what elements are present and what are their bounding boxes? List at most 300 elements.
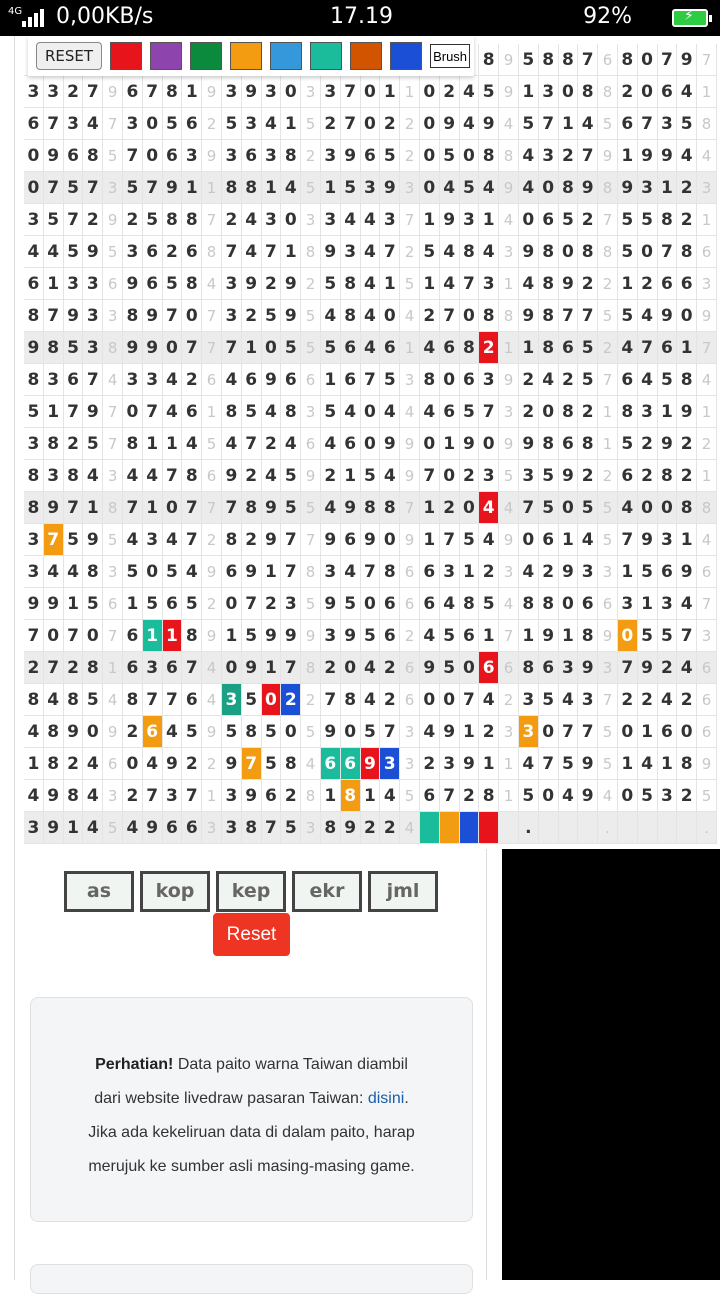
grid-cell[interactable]: 8	[578, 236, 598, 268]
grid-cell[interactable]: 9	[499, 364, 519, 396]
grid-cell[interactable]: 6	[539, 652, 559, 684]
grid-cell[interactable]: 1	[519, 76, 539, 108]
grid-cell[interactable]: 8	[182, 460, 202, 492]
grid-cell[interactable]: 5	[479, 76, 499, 108]
grid-cell[interactable]: 4	[499, 108, 519, 140]
grid-cell[interactable]: 1	[420, 268, 440, 300]
grid-cell[interactable]: 3	[658, 588, 678, 620]
grid-cell[interactable]: 8	[24, 460, 44, 492]
grid-cell[interactable]: 0	[123, 396, 143, 428]
grid-cell[interactable]: 5	[559, 204, 579, 236]
grid-cell[interactable]: 4	[262, 460, 282, 492]
grid-cell[interactable]: 8	[163, 76, 183, 108]
grid-cell[interactable]: 4	[539, 364, 559, 396]
grid-cell[interactable]: 4	[519, 268, 539, 300]
grid-cell[interactable]: 9	[499, 524, 519, 556]
grid-cell[interactable]: 4	[578, 108, 598, 140]
grid-cell[interactable]: 3	[301, 812, 321, 844]
grid-cell[interactable]: 7	[677, 620, 697, 652]
grid-cell[interactable]: 9	[559, 268, 579, 300]
grid-cell[interactable]: 2	[202, 588, 222, 620]
grid-cell[interactable]: 8	[83, 556, 103, 588]
grid-cell[interactable]: 3	[24, 812, 44, 844]
grid-cell[interactable]: 6	[242, 364, 262, 396]
grid-cell[interactable]: 2	[242, 524, 262, 556]
grid-cell[interactable]: 6	[598, 44, 618, 76]
grid-cell[interactable]: 2	[499, 684, 519, 716]
grid-cell[interactable]: 7	[143, 172, 163, 204]
grid-cell[interactable]: 7	[83, 172, 103, 204]
grid-cell[interactable]: 1	[638, 716, 658, 748]
grid-cell[interactable]: 7	[341, 76, 361, 108]
grid-cell[interactable]: 1	[559, 524, 579, 556]
grid-cell[interactable]: 1	[341, 460, 361, 492]
grid-cell[interactable]: 5	[262, 716, 282, 748]
grid-cell[interactable]: 2	[123, 780, 143, 812]
grid-cell[interactable]: 3	[479, 364, 499, 396]
grid-cell[interactable]: 7	[658, 44, 678, 76]
grid-cell[interactable]: 4	[638, 364, 658, 396]
grid-cell[interactable]: 6	[499, 652, 519, 684]
grid-cell[interactable]: 7	[361, 556, 381, 588]
grid-cell[interactable]: 4	[400, 300, 420, 332]
grid-cell[interactable]: 4	[460, 108, 480, 140]
grid-cell[interactable]: 4	[222, 364, 242, 396]
grid-cell[interactable]: 4	[460, 76, 480, 108]
grid-cell[interactable]: 4	[202, 652, 222, 684]
grid-cell[interactable]: 0	[519, 204, 539, 236]
grid-cell[interactable]: 2	[301, 684, 321, 716]
grid-cell[interactable]: 6	[163, 588, 183, 620]
grid-cell[interactable]: 3	[321, 140, 341, 172]
grid-cell[interactable]: 5	[103, 140, 123, 172]
grid-cell[interactable]: 2	[64, 76, 84, 108]
grid-cell[interactable]: 0	[281, 76, 301, 108]
grid-cell[interactable]: 6	[400, 556, 420, 588]
grid-cell[interactable]: 7	[578, 44, 598, 76]
kop-button[interactable]: kop	[140, 871, 210, 912]
grid-cell[interactable]: 8	[519, 652, 539, 684]
grid-cell[interactable]: 4	[163, 524, 183, 556]
grid-cell[interactable]: 6	[202, 364, 222, 396]
grid-cell[interactable]: 4	[44, 556, 64, 588]
grid-cell[interactable]: 7	[262, 236, 282, 268]
grid-cell[interactable]: 5	[361, 620, 381, 652]
grid-cell[interactable]	[479, 812, 499, 844]
grid-cell[interactable]: 5	[163, 108, 183, 140]
grid-cell[interactable]: 3	[242, 108, 262, 140]
grid-cell[interactable]: 3	[44, 76, 64, 108]
grid-cell[interactable]: 0	[559, 76, 579, 108]
grid-cell[interactable]: 4	[321, 492, 341, 524]
grid-cell[interactable]: 8	[598, 236, 618, 268]
grid-cell[interactable]: 9	[440, 716, 460, 748]
grid-cell[interactable]: 9	[578, 652, 598, 684]
grid-cell[interactable]: 6	[420, 780, 440, 812]
grid-cell[interactable]: 3	[103, 300, 123, 332]
grid-cell[interactable]: 0	[83, 716, 103, 748]
grid-cell[interactable]: 1	[460, 716, 480, 748]
grid-cell[interactable]: 8	[677, 236, 697, 268]
grid-cell[interactable]: 4	[24, 780, 44, 812]
grid-cell[interactable]: 4	[618, 332, 638, 364]
grid-cell[interactable]: 8	[301, 236, 321, 268]
grid-cell[interactable]: 3	[222, 140, 242, 172]
grid-cell[interactable]: 1	[281, 108, 301, 140]
grid-cell[interactable]: 9	[262, 364, 282, 396]
grid-cell[interactable]: 7	[163, 460, 183, 492]
grid-cell[interactable]: 4	[341, 556, 361, 588]
grid-cell[interactable]: 0	[519, 524, 539, 556]
grid-cell[interactable]: 7	[44, 524, 64, 556]
grid-cell[interactable]: 8	[222, 172, 242, 204]
grid-cell[interactable]: 3	[499, 236, 519, 268]
grid-cell[interactable]: 0	[460, 140, 480, 172]
grid-cell[interactable]: 7	[44, 300, 64, 332]
grid-cell[interactable]: 1	[64, 588, 84, 620]
grid-cell[interactable]: 5	[83, 588, 103, 620]
grid-cell[interactable]: 4	[83, 780, 103, 812]
grid-cell[interactable]: 7	[103, 108, 123, 140]
grid-cell[interactable]: 3	[123, 236, 143, 268]
grid-cell[interactable]: 4	[479, 492, 499, 524]
grid-cell[interactable]: 9	[321, 524, 341, 556]
grid-cell[interactable]: 3	[83, 300, 103, 332]
grid-cell[interactable]: 0	[420, 76, 440, 108]
grid-cell[interactable]: 9	[321, 588, 341, 620]
grid-cell[interactable]: 1	[479, 620, 499, 652]
grid-cell[interactable]: 5	[123, 556, 143, 588]
grid-cell[interactable]: 3	[222, 76, 242, 108]
grid-cell[interactable]: 1	[519, 620, 539, 652]
grid-cell[interactable]: 3	[559, 652, 579, 684]
grid-cell[interactable]: 0	[479, 428, 499, 460]
grid-cell[interactable]: 9	[202, 140, 222, 172]
grid-cell[interactable]: 4	[519, 748, 539, 780]
grid-cell[interactable]: 1	[519, 332, 539, 364]
grid-cell[interactable]: 1	[420, 204, 440, 236]
grid-cell[interactable]: 9	[400, 460, 420, 492]
grid-cell[interactable]: 1	[697, 204, 717, 236]
grid-cell[interactable]: 5	[321, 268, 341, 300]
grid-cell[interactable]: 4	[618, 492, 638, 524]
grid-cell[interactable]: 4	[262, 108, 282, 140]
grid-cell[interactable]: 5	[598, 492, 618, 524]
grid-cell[interactable]: 1	[400, 332, 420, 364]
grid-cell[interactable]: 3	[103, 780, 123, 812]
grid-cell[interactable]: 9	[380, 428, 400, 460]
grid-cell[interactable]: 2	[400, 236, 420, 268]
grid-cell[interactable]: 7	[440, 780, 460, 812]
grid-cell[interactable]: 5	[499, 460, 519, 492]
as-button[interactable]: as	[64, 871, 134, 912]
grid-cell[interactable]: 4	[440, 236, 460, 268]
grid-cell[interactable]: 3	[103, 172, 123, 204]
grid-cell[interactable]: 9	[440, 204, 460, 236]
grid-cell[interactable]: 9	[618, 172, 638, 204]
grid-cell[interactable]: 6	[460, 620, 480, 652]
grid-cell[interactable]: 4	[222, 428, 242, 460]
grid-cell[interactable]: 0	[440, 364, 460, 396]
grid-cell[interactable]: 2	[578, 204, 598, 236]
grid-cell[interactable]: 5	[281, 492, 301, 524]
grid-cell[interactable]: 4	[638, 748, 658, 780]
grid-cell[interactable]: 5	[222, 108, 242, 140]
grid-cell[interactable]: 7	[202, 492, 222, 524]
grid-cell[interactable]: 5	[618, 300, 638, 332]
source-link[interactable]: disini	[367, 1090, 405, 1107]
grid-cell[interactable]: 4	[44, 236, 64, 268]
grid-cell[interactable]: 7	[460, 268, 480, 300]
grid-cell[interactable]: 2	[638, 268, 658, 300]
grid-cell[interactable]: 5	[578, 332, 598, 364]
grid-cell[interactable]: 6	[697, 556, 717, 588]
grid-cell[interactable]: 6	[182, 108, 202, 140]
grid-cell[interactable]: 1	[638, 588, 658, 620]
grid-cell[interactable]: 1	[163, 620, 183, 652]
grid-cell[interactable]	[559, 812, 579, 844]
grid-cell[interactable]: 1	[103, 652, 123, 684]
grid-cell[interactable]: 3	[361, 172, 381, 204]
grid-cell[interactable]: 2	[380, 684, 400, 716]
grid-cell[interactable]: 5	[143, 204, 163, 236]
grid-cell[interactable]: 4	[440, 588, 460, 620]
grid-cell[interactable]: 2	[380, 108, 400, 140]
grid-cell[interactable]: 1	[281, 236, 301, 268]
grid-cell[interactable]: 0	[44, 620, 64, 652]
grid-cell[interactable]: 2	[440, 492, 460, 524]
grid-cell[interactable]: 3	[222, 780, 242, 812]
grid-cell[interactable]: 0	[559, 236, 579, 268]
grid-cell[interactable]: 4	[638, 300, 658, 332]
grid-cell[interactable]: 2	[321, 652, 341, 684]
grid-cell[interactable]: 0	[24, 172, 44, 204]
grid-cell[interactable]: 3	[143, 364, 163, 396]
grid-cell[interactable]: 7	[380, 716, 400, 748]
grid-cell[interactable]: 2	[24, 652, 44, 684]
grid-cell[interactable]: 9	[321, 716, 341, 748]
grid-cell[interactable]: 2	[479, 332, 499, 364]
grid-cell[interactable]: 4	[400, 812, 420, 844]
grid-cell[interactable]	[440, 812, 460, 844]
grid-cell[interactable]: 7	[578, 140, 598, 172]
grid-cell[interactable]: 7	[658, 236, 678, 268]
grid-cell[interactable]: 0	[638, 76, 658, 108]
grid-cell[interactable]: 0	[123, 748, 143, 780]
grid-cell[interactable]: 6	[697, 236, 717, 268]
grid-cell[interactable]: 0	[361, 396, 381, 428]
grid-cell[interactable]: 6	[400, 652, 420, 684]
grid-cell[interactable]: 1	[123, 588, 143, 620]
color-swatch[interactable]	[390, 42, 422, 70]
grid-cell[interactable]: 7	[697, 44, 717, 76]
grid-cell[interactable]: 2	[578, 268, 598, 300]
grid-cell[interactable]: 1	[262, 556, 282, 588]
grid-cell[interactable]: 9	[301, 460, 321, 492]
grid-cell[interactable]: 0	[677, 300, 697, 332]
grid-cell[interactable]: 2	[559, 140, 579, 172]
grid-cell[interactable]: 7	[64, 396, 84, 428]
grid-cell[interactable]: 4	[123, 460, 143, 492]
grid-cell[interactable]: 8	[539, 332, 559, 364]
grid-cell[interactable]: 4	[578, 524, 598, 556]
grid-cell[interactable]: 3	[301, 396, 321, 428]
grid-cell[interactable]	[658, 812, 678, 844]
grid-cell[interactable]: 5	[163, 268, 183, 300]
grid-cell[interactable]: 7	[638, 108, 658, 140]
grid-cell[interactable]: 9	[242, 268, 262, 300]
grid-cell[interactable]: 8	[499, 300, 519, 332]
grid-cell[interactable]: 0	[163, 492, 183, 524]
grid-cell[interactable]: 3	[618, 588, 638, 620]
grid-cell[interactable]: 8	[460, 332, 480, 364]
grid-cell[interactable]: 3	[479, 460, 499, 492]
grid-cell[interactable]: 9	[83, 524, 103, 556]
grid-cell[interactable]: 6	[103, 748, 123, 780]
grid-cell[interactable]: 4	[262, 396, 282, 428]
grid-cell[interactable]: 3	[479, 268, 499, 300]
grid-cell[interactable]: 0	[222, 652, 242, 684]
grid-cell[interactable]: 7	[123, 140, 143, 172]
grid-cell[interactable]: 4	[83, 748, 103, 780]
grid-cell[interactable]: 9	[83, 396, 103, 428]
grid-cell[interactable]: 2	[677, 172, 697, 204]
grid-cell[interactable]: 9	[202, 556, 222, 588]
grid-cell[interactable]: 3	[262, 204, 282, 236]
grid-cell[interactable]: 1	[262, 172, 282, 204]
grid-cell[interactable]: 9	[380, 172, 400, 204]
grid-cell[interactable]: 2	[262, 588, 282, 620]
grid-cell[interactable]: 2	[479, 556, 499, 588]
grid-cell[interactable]: 2	[242, 460, 262, 492]
grid-cell[interactable]: 5	[420, 236, 440, 268]
grid-cell[interactable]: 6	[341, 428, 361, 460]
grid-cell[interactable]: 8	[479, 300, 499, 332]
grid-cell[interactable]: 3	[598, 652, 618, 684]
toolbar-reset-button[interactable]: RESET	[36, 42, 102, 70]
grid-cell[interactable]: 5	[400, 268, 420, 300]
grid-cell[interactable]: 9	[242, 652, 262, 684]
grid-cell[interactable]: 8	[539, 300, 559, 332]
grid-cell[interactable]: 2	[420, 300, 440, 332]
grid-cell[interactable]: 6	[281, 364, 301, 396]
grid-cell[interactable]: 9	[262, 620, 282, 652]
grid-cell[interactable]: 9	[400, 428, 420, 460]
grid-cell[interactable]: 8	[420, 364, 440, 396]
grid-cell[interactable]: 0	[281, 204, 301, 236]
grid-cell[interactable]: 8	[479, 780, 499, 812]
grid-cell[interactable]: 8	[182, 620, 202, 652]
grid-cell[interactable]: 3	[440, 556, 460, 588]
grid-cell[interactable]: 5	[598, 748, 618, 780]
grid-cell[interactable]: 2	[697, 428, 717, 460]
grid-cell[interactable]: 6	[103, 268, 123, 300]
grid-cell[interactable]: 0	[182, 300, 202, 332]
grid-cell[interactable]: 5	[638, 780, 658, 812]
grid-cell[interactable]: 7	[242, 588, 262, 620]
grid-cell[interactable]: 8	[539, 236, 559, 268]
grid-cell[interactable]: 5	[341, 588, 361, 620]
grid-cell[interactable]: 1	[697, 396, 717, 428]
grid-cell[interactable]: 8	[281, 748, 301, 780]
grid-cell[interactable]: 1	[420, 524, 440, 556]
grid-cell[interactable]: 3	[262, 76, 282, 108]
grid-cell[interactable]: 5	[618, 236, 638, 268]
grid-cell[interactable]: 5	[539, 492, 559, 524]
grid-cell[interactable]: 7	[578, 716, 598, 748]
grid-cell[interactable]: 3	[123, 364, 143, 396]
grid-cell[interactable]: 3	[123, 108, 143, 140]
grid-cell[interactable]: 5	[341, 172, 361, 204]
grid-cell[interactable]: 3	[262, 140, 282, 172]
grid-cell[interactable]: 1	[598, 428, 618, 460]
grid-cell[interactable]: 1	[321, 780, 341, 812]
grid-cell[interactable]: 7	[598, 364, 618, 396]
grid-cell[interactable]: 4	[242, 236, 262, 268]
grid-cell[interactable]: 1	[380, 76, 400, 108]
grid-cell[interactable]: 5	[598, 108, 618, 140]
grid-cell[interactable]: 4	[677, 652, 697, 684]
grid-cell[interactable]: 4	[123, 524, 143, 556]
grid-cell[interactable]: 8	[242, 492, 262, 524]
grid-cell[interactable]: 3	[64, 108, 84, 140]
grid-cell[interactable]: 0	[638, 236, 658, 268]
grid-cell[interactable]: 6	[182, 396, 202, 428]
grid-cell[interactable]: 5	[380, 140, 400, 172]
grid-cell[interactable]: 7	[103, 428, 123, 460]
grid-cell[interactable]: 9	[460, 748, 480, 780]
grid-cell[interactable]: 3	[658, 108, 678, 140]
grid-cell[interactable]: 1	[499, 748, 519, 780]
grid-cell[interactable]: 5	[321, 332, 341, 364]
brush-button[interactable]: Brush	[430, 44, 470, 68]
grid-cell[interactable]: 5	[202, 428, 222, 460]
grid-cell[interactable]: 1	[658, 396, 678, 428]
grid-cell[interactable]: 2	[638, 460, 658, 492]
grid-cell[interactable]: 7	[598, 204, 618, 236]
grid-cell[interactable]: 4	[103, 364, 123, 396]
grid-cell[interactable]: 4	[301, 748, 321, 780]
grid-cell[interactable]: 0	[361, 108, 381, 140]
grid-cell[interactable]: 6	[361, 140, 381, 172]
grid-cell[interactable]: 1	[677, 332, 697, 364]
grid-cell[interactable]: 3	[44, 460, 64, 492]
grid-cell[interactable]: 9	[24, 588, 44, 620]
grid-cell[interactable]: 4	[182, 556, 202, 588]
grid-cell[interactable]: 8	[578, 620, 598, 652]
grid-cell[interactable]: 1	[143, 428, 163, 460]
grid-cell[interactable]: 8	[281, 140, 301, 172]
grid-cell[interactable]: 4	[361, 204, 381, 236]
grid-cell[interactable]: 2	[222, 204, 242, 236]
grid-cell[interactable]: 9	[143, 300, 163, 332]
grid-cell[interactable]: 2	[539, 556, 559, 588]
grid-cell[interactable]: 3	[321, 76, 341, 108]
grid-cell[interactable]: 3	[301, 204, 321, 236]
grid-cell[interactable]: 6	[103, 588, 123, 620]
grid-cell[interactable]: 8	[83, 140, 103, 172]
grid-cell[interactable]: 6	[559, 332, 579, 364]
grid-cell[interactable]: 5	[301, 300, 321, 332]
grid-cell[interactable]: 0	[361, 428, 381, 460]
grid-cell[interactable]: 5	[262, 300, 282, 332]
grid-cell[interactable]: 7	[262, 812, 282, 844]
grid-cell[interactable]: 4	[361, 300, 381, 332]
grid-cell[interactable]: 0	[539, 172, 559, 204]
grid-cell[interactable]: 9	[499, 172, 519, 204]
grid-cell[interactable]: 9	[499, 428, 519, 460]
grid-cell[interactable]: 4	[281, 172, 301, 204]
